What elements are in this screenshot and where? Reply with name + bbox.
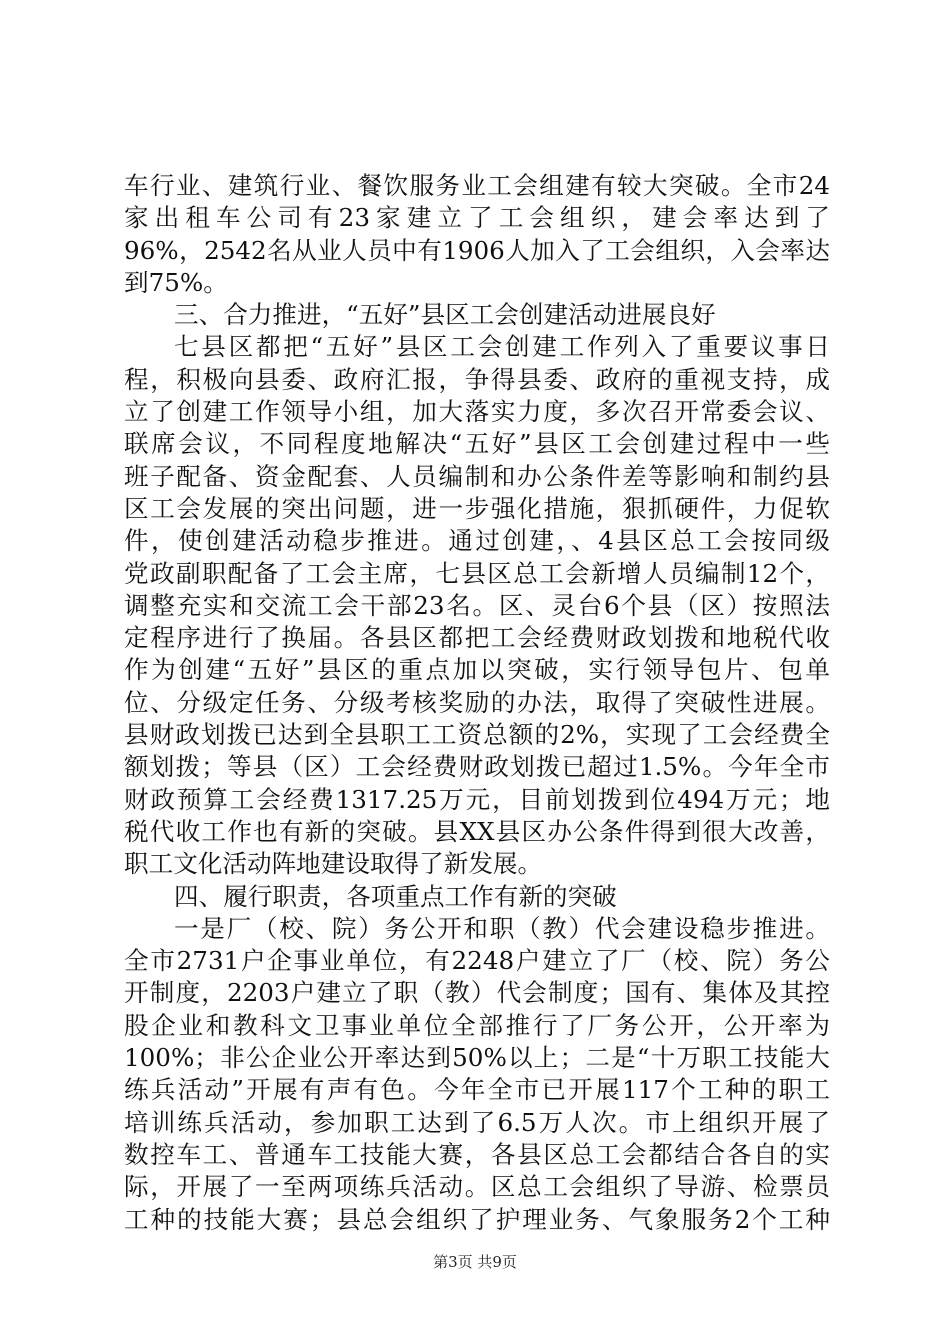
text-line: 财政预算工会经费1317.25万元，目前划拨到位494万元；地: [124, 784, 830, 814]
text-line: 党政副职配备了工会主席，七县区总工会新增人员编制12个，: [124, 558, 830, 588]
text-line: 额划拨；等县（区）工会经费财政划拨已超过1.5%。今年全市: [124, 752, 830, 782]
text-line: 位、分级定任务、分级考核奖励的办法，取得了突破性进展。: [124, 687, 830, 717]
text-line: 联席会议，不同程度地解决“五好”县区工会创建过程中一些: [124, 429, 830, 459]
text-line: 一是厂（校、院）务公开和职（教）代会建设稳步推进。: [174, 913, 830, 943]
text-line: 股企业和教科文卫事业单位全部推行了厂务公开，公开率为: [124, 1010, 830, 1040]
text-line: 件，使创建活动稳步推进。通过创建，、4县区总工会按同级: [124, 526, 830, 556]
text-line: 县财政划拨已达到全县职工工资总额的2%，实现了工会经费全: [124, 720, 830, 750]
text-line: 96%，2542名从业人员中有1906人加入了工会组织，入会率达: [124, 235, 830, 265]
text-line: 税代收工作也有新的突破。县XX县区办公条件得到很大改善，: [124, 816, 830, 846]
text-line: 数控车工、普通车工技能大赛，各县区总工会都结合各自的实: [124, 1139, 830, 1169]
text-line: 区工会发展的突出问题，进一步强化措施，狠抓硬件，力促软: [124, 493, 830, 523]
text-line: 际，开展了一至两项练兵活动。区总工会组织了导游、检票员: [124, 1172, 830, 1202]
text-line: 全市2731户企事业单位，有2248户建立了厂（校、院）务公: [124, 946, 830, 976]
text-line: 家出租车公司有23家建立了工会组织，建会率达到了: [124, 203, 830, 233]
document-body: [124, 170, 830, 1236]
text-line: 立了创建工作领导小组，加大落实力度，多次召开常委会议、: [124, 397, 830, 427]
text-line: 作为创建“五好”县区的重点加以突破，实行领导包片、包单: [124, 655, 830, 685]
text-line: 培训练兵活动，参加职工达到了6.5万人次。市上组织开展了: [124, 1107, 830, 1137]
text-line: 班子配备、资金配套、人员编制和办公条件差等影响和制约县: [124, 461, 830, 491]
text-line: 练兵活动”开展有声有色。今年全市已开展117个工种的职工: [124, 1075, 830, 1105]
section-heading-3: 三、合力推进，“五好”县区工会创建活动进展良好: [174, 300, 716, 330]
text-line: 职工文化活动阵地建设取得了新发展。: [124, 849, 543, 879]
text-line: 调整充实和交流工会干部23名。区、灵台6个县（区）按照法: [124, 590, 830, 620]
text-line: 车行业、建筑行业、餐饮服务业工会组建有较大突破。全市24: [124, 171, 830, 200]
text-line: 到75%。: [124, 267, 228, 297]
text-line: 工种的技能大赛；县总会组织了护理业务、气象服务2个工种: [124, 1204, 830, 1234]
text-line: 开制度，2203户建立了职（教）代会制度；国有、集体及其控: [124, 978, 830, 1008]
section-heading-4: 四、履行职责，各项重点工作有新的突破: [174, 881, 617, 911]
text-line: 100%；非公企业公开率达到50%以上；二是“十万职工技能大: [124, 1043, 830, 1073]
text-line: 定程序进行了换届。各县区都把工会经费财政划拨和地税代收: [124, 623, 830, 653]
text-line: 七县区都把“五好”县区工会创建工作列入了重要议事日: [174, 332, 830, 362]
page-footer: 第3页 共9页: [433, 1253, 517, 1271]
text-line: 程，积极向县委、政府汇报，争得县委、政府的重视支持，成: [124, 364, 830, 394]
